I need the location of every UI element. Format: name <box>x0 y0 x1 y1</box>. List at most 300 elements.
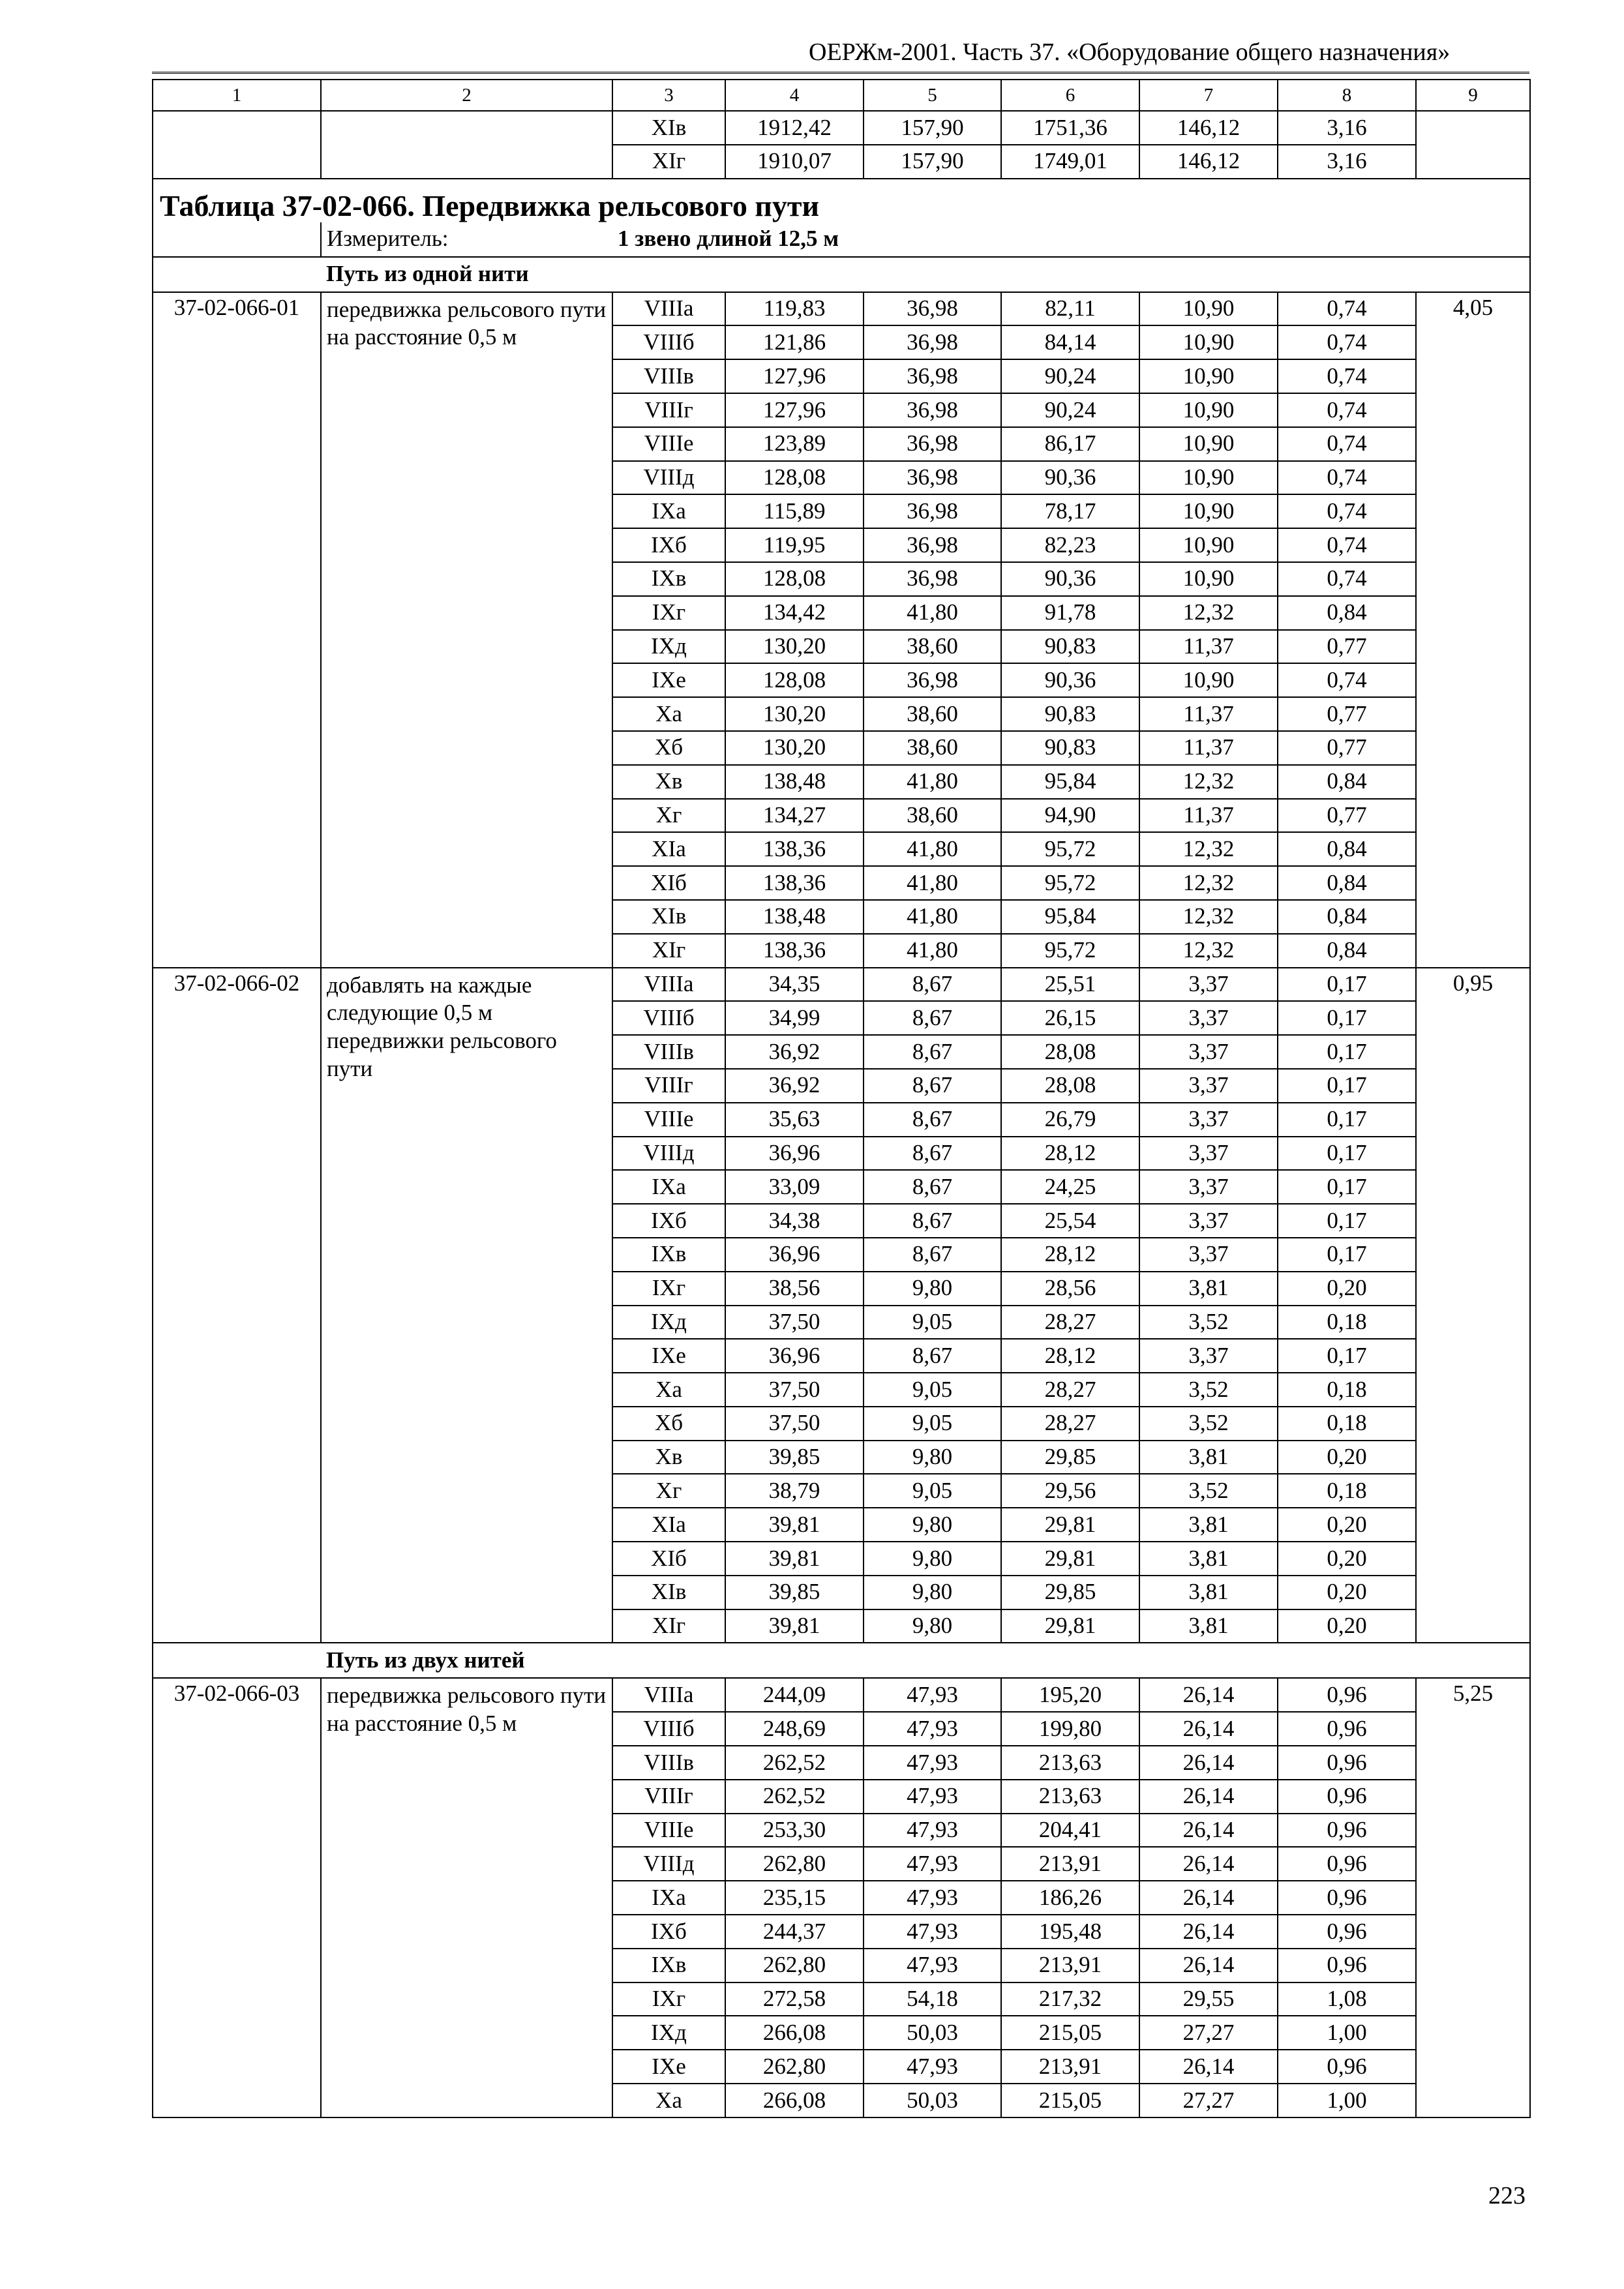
value-cell: 128,08 <box>725 461 864 495</box>
value-cell: 9,80 <box>864 1508 1001 1542</box>
value-cell: 0,17 <box>1278 1103 1416 1137</box>
value-cell: 26,14 <box>1139 2050 1278 2084</box>
value-cell: 248,69 <box>725 1712 864 1746</box>
value-cell: 0,74 <box>1278 292 1416 326</box>
value-cell: 25,54 <box>1001 1204 1139 1238</box>
value-cell: 28,12 <box>1001 1238 1139 1272</box>
column-number: 9 <box>1416 80 1530 111</box>
value-cell: 3,37 <box>1139 1339 1278 1373</box>
value-cell: 36,98 <box>864 663 1001 697</box>
value-cell: 36,98 <box>864 494 1001 528</box>
value-cell: 94,90 <box>1001 799 1139 833</box>
description-cell: передвижка рельсового пути на расстояние 0,5 м <box>321 1678 612 2117</box>
table-row <box>153 968 1530 1002</box>
value-cell: 90,36 <box>1001 663 1139 697</box>
value-cell: 28,27 <box>1001 1373 1139 1407</box>
zone-cell: Xв <box>612 765 725 799</box>
value-cell: 41,80 <box>864 765 1001 799</box>
zone-cell: IXв <box>612 1238 725 1272</box>
value-cell: 41,80 <box>864 866 1001 900</box>
value-cell: 0,84 <box>1278 866 1416 900</box>
value-cell: 12,32 <box>1139 832 1278 866</box>
value-cell: 29,56 <box>1001 1474 1139 1508</box>
table-row <box>153 111 1530 145</box>
zone-cell: XIг <box>612 934 725 968</box>
value-cell: 50,03 <box>864 2084 1001 2117</box>
value-cell: 213,91 <box>1001 1949 1139 1982</box>
value-cell: 50,03 <box>864 2016 1001 2050</box>
zone-cell: Xг <box>612 799 725 833</box>
zone-cell: IXе <box>612 663 725 697</box>
value-cell: 78,17 <box>1001 494 1139 528</box>
value-cell: 213,63 <box>1001 1746 1139 1780</box>
zone-cell: XIг <box>612 1609 725 1643</box>
value-cell: 235,15 <box>725 1881 864 1915</box>
value-cell: 24,25 <box>1001 1170 1139 1204</box>
value-cell: 90,36 <box>1001 562 1139 596</box>
value-cell: 119,95 <box>725 528 864 562</box>
value-cell: 90,83 <box>1001 731 1139 765</box>
zone-cell: VIIIд <box>612 461 725 495</box>
zone-cell: XIв <box>612 1576 725 1609</box>
table-row <box>153 292 1530 326</box>
value-cell: 138,36 <box>725 934 864 968</box>
value-cell: 266,08 <box>725 2016 864 2050</box>
value-cell: 1749,01 <box>1001 145 1139 179</box>
value-cell: 41,80 <box>864 900 1001 934</box>
zone-cell: VIIIб <box>612 1001 725 1035</box>
value-cell: 90,24 <box>1001 393 1139 427</box>
value-cell: 3,52 <box>1139 1306 1278 1339</box>
value-cell: 253,30 <box>725 1814 864 1848</box>
value-cell: 90,83 <box>1001 630 1139 664</box>
value-cell: 3,81 <box>1139 1441 1278 1474</box>
value-cell: 9,05 <box>864 1373 1001 1407</box>
value-cell: 213,91 <box>1001 2050 1139 2084</box>
value-cell: 47,93 <box>864 1847 1001 1881</box>
value-cell: 3,52 <box>1139 1407 1278 1441</box>
value-cell: 90,36 <box>1001 461 1139 495</box>
code-cell: 37-02-066-02 <box>153 968 321 1643</box>
value-cell: 215,05 <box>1001 2016 1139 2050</box>
rates-table-body <box>153 80 1530 2117</box>
value-cell: 3,37 <box>1139 1137 1278 1171</box>
value-cell: 39,81 <box>725 1609 864 1643</box>
value-cell: 38,60 <box>864 630 1001 664</box>
zone-cell: VIIIа <box>612 968 725 1002</box>
value-cell: 36,98 <box>864 461 1001 495</box>
value-cell: 28,08 <box>1001 1069 1139 1103</box>
code-cell: 37-02-066-01 <box>153 292 321 968</box>
value-cell: 134,42 <box>725 596 864 630</box>
value-cell: 134,27 <box>725 799 864 833</box>
value-cell: 8,67 <box>864 1204 1001 1238</box>
table-title-text: Таблица 37-02-066. Передвижка рельсового пути <box>160 189 819 222</box>
value-cell: 0,74 <box>1278 528 1416 562</box>
rates-table <box>152 79 1531 2118</box>
value-cell: 95,72 <box>1001 934 1139 968</box>
zone-cell: XIб <box>612 866 725 900</box>
value-cell: 38,60 <box>864 697 1001 731</box>
value-cell: 195,20 <box>1001 1678 1139 1712</box>
value-cell: 28,56 <box>1001 1272 1139 1306</box>
value-cell: 84,14 <box>1001 325 1139 359</box>
section-heading-row <box>153 1643 1530 1678</box>
value-cell: 37,50 <box>725 1306 864 1339</box>
zone-cell: IXв <box>612 562 725 596</box>
meter-value: 1 звено длиной 12,5 м <box>612 222 1530 257</box>
value-cell: 36,98 <box>864 325 1001 359</box>
zone-cell: IXд <box>612 2016 725 2050</box>
value-cell: 0,74 <box>1278 393 1416 427</box>
value-cell: 0,96 <box>1278 1746 1416 1780</box>
value-cell: 204,41 <box>1001 1814 1139 1848</box>
zone-cell: VIIIв <box>612 359 725 393</box>
value-cell: 157,90 <box>864 145 1001 179</box>
header-rule <box>152 72 1529 74</box>
value-cell: 37,50 <box>725 1373 864 1407</box>
value-cell: 41,80 <box>864 832 1001 866</box>
value-cell: 27,27 <box>1139 2084 1278 2117</box>
value-cell: 215,05 <box>1001 2084 1139 2117</box>
zone-cell: IXб <box>612 1204 725 1238</box>
value-cell: 47,93 <box>864 2050 1001 2084</box>
description-cell <box>321 111 612 179</box>
value-cell: 38,56 <box>725 1272 864 1306</box>
value-cell: 54,18 <box>864 1982 1001 2016</box>
value-cell: 130,20 <box>725 731 864 765</box>
value-cell: 199,80 <box>1001 1712 1139 1746</box>
value-cell: 262,80 <box>725 1949 864 1982</box>
zone-cell: IXв <box>612 1949 725 1982</box>
value-cell: 138,36 <box>725 866 864 900</box>
value-cell: 10,90 <box>1139 562 1278 596</box>
value-cell: 0,84 <box>1278 596 1416 630</box>
coefficient-cell: 5,25 <box>1416 1678 1530 2117</box>
value-cell: 262,80 <box>725 1847 864 1881</box>
value-cell: 3,52 <box>1139 1373 1278 1407</box>
value-cell: 10,90 <box>1139 325 1278 359</box>
coefficient-cell: 0,95 <box>1416 968 1530 1643</box>
value-cell: 128,08 <box>725 562 864 596</box>
value-cell: 10,90 <box>1139 359 1278 393</box>
value-cell: 91,78 <box>1001 596 1139 630</box>
value-cell: 47,93 <box>864 1712 1001 1746</box>
value-cell: 138,48 <box>725 900 864 934</box>
column-number: 7 <box>1139 80 1278 111</box>
value-cell: 0,96 <box>1278 1949 1416 1982</box>
zone-cell: Xб <box>612 731 725 765</box>
value-cell: 36,92 <box>725 1035 864 1069</box>
value-cell: 0,74 <box>1278 359 1416 393</box>
column-number: 1 <box>153 80 321 111</box>
value-cell: 3,37 <box>1139 1170 1278 1204</box>
value-cell: 0,17 <box>1278 968 1416 1002</box>
column-number: 4 <box>725 80 864 111</box>
value-cell: 146,12 <box>1139 111 1278 145</box>
description-cell: добавлять на каждые следующие 0,5 м передвижки рельсового пути <box>321 968 612 1643</box>
value-cell: 26,15 <box>1001 1001 1139 1035</box>
value-cell: 36,96 <box>725 1238 864 1272</box>
value-cell: 29,55 <box>1139 1982 1278 2016</box>
value-cell: 12,32 <box>1139 866 1278 900</box>
value-cell: 47,93 <box>864 1746 1001 1780</box>
value-cell: 0,74 <box>1278 494 1416 528</box>
value-cell: 8,67 <box>864 1339 1001 1373</box>
value-cell: 39,85 <box>725 1441 864 1474</box>
value-cell: 0,74 <box>1278 461 1416 495</box>
value-cell: 10,90 <box>1139 663 1278 697</box>
value-cell: 0,74 <box>1278 663 1416 697</box>
value-cell: 115,89 <box>725 494 864 528</box>
value-cell: 34,35 <box>725 968 864 1002</box>
value-cell: 47,93 <box>864 1949 1001 1982</box>
value-cell: 11,37 <box>1139 731 1278 765</box>
value-cell: 26,14 <box>1139 1881 1278 1915</box>
value-cell: 186,26 <box>1001 1881 1139 1915</box>
value-cell: 10,90 <box>1139 292 1278 326</box>
value-cell: 39,81 <box>725 1542 864 1576</box>
zone-cell: VIIIв <box>612 1035 725 1069</box>
value-cell: 86,17 <box>1001 427 1139 461</box>
value-cell: 9,80 <box>864 1609 1001 1643</box>
value-cell: 195,48 <box>1001 1915 1139 1949</box>
value-cell: 0,18 <box>1278 1407 1416 1441</box>
value-cell: 0,77 <box>1278 697 1416 731</box>
value-cell: 95,72 <box>1001 866 1139 900</box>
value-cell: 262,52 <box>725 1780 864 1814</box>
value-cell: 27,27 <box>1139 2016 1278 2050</box>
value-cell: 0,96 <box>1278 1712 1416 1746</box>
zone-cell: IXд <box>612 1306 725 1339</box>
value-cell: 3,37 <box>1139 1238 1278 1272</box>
zone-cell: XIв <box>612 111 725 145</box>
value-cell: 29,81 <box>1001 1609 1139 1643</box>
value-cell: 0,17 <box>1278 1035 1416 1069</box>
value-cell: 3,37 <box>1139 1103 1278 1137</box>
value-cell: 0,17 <box>1278 1339 1416 1373</box>
value-cell: 0,20 <box>1278 1576 1416 1609</box>
value-cell: 10,90 <box>1139 393 1278 427</box>
value-cell: 41,80 <box>864 596 1001 630</box>
value-cell: 39,85 <box>725 1576 864 1609</box>
value-cell: 36,98 <box>864 427 1001 461</box>
value-cell: 36,98 <box>864 562 1001 596</box>
value-cell: 41,80 <box>864 934 1001 968</box>
value-cell: 0,17 <box>1278 1069 1416 1103</box>
value-cell: 0,96 <box>1278 1814 1416 1848</box>
section-indent <box>153 257 321 292</box>
value-cell: 0,17 <box>1278 1170 1416 1204</box>
value-cell: 3,37 <box>1139 1204 1278 1238</box>
column-number-row <box>153 80 1530 111</box>
value-cell: 36,98 <box>864 528 1001 562</box>
value-cell: 3,16 <box>1278 111 1416 145</box>
value-cell: 0,20 <box>1278 1272 1416 1306</box>
value-cell: 36,96 <box>725 1137 864 1171</box>
value-cell: 9,80 <box>864 1441 1001 1474</box>
coefficient-cell <box>1416 111 1530 179</box>
page-number: 223 <box>1488 2182 1526 2209</box>
value-cell: 244,09 <box>725 1678 864 1712</box>
value-cell: 25,51 <box>1001 968 1139 1002</box>
zone-cell: IXб <box>612 1915 725 1949</box>
column-number: 5 <box>864 80 1001 111</box>
value-cell: 3,16 <box>1278 145 1416 179</box>
value-cell: 26,14 <box>1139 1712 1278 1746</box>
zone-cell: IXг <box>612 596 725 630</box>
value-cell: 12,32 <box>1139 900 1278 934</box>
value-cell: 3,81 <box>1139 1542 1278 1576</box>
column-number: 8 <box>1278 80 1416 111</box>
value-cell: 119,83 <box>725 292 864 326</box>
value-cell: 0,17 <box>1278 1137 1416 1171</box>
value-cell: 8,67 <box>864 1069 1001 1103</box>
value-cell: 1751,36 <box>1001 111 1139 145</box>
value-cell: 3,81 <box>1139 1508 1278 1542</box>
value-cell: 123,89 <box>725 427 864 461</box>
value-cell: 95,84 <box>1001 900 1139 934</box>
zone-cell: VIIIа <box>612 292 725 326</box>
value-cell: 29,85 <box>1001 1441 1139 1474</box>
value-cell: 0,20 <box>1278 1508 1416 1542</box>
value-cell: 3,37 <box>1139 1035 1278 1069</box>
value-cell: 34,99 <box>725 1001 864 1035</box>
value-cell: 0,18 <box>1278 1373 1416 1407</box>
value-cell: 9,80 <box>864 1272 1001 1306</box>
value-cell: 26,14 <box>1139 1746 1278 1780</box>
value-cell: 0,18 <box>1278 1474 1416 1508</box>
value-cell: 1912,42 <box>725 111 864 145</box>
value-cell: 0,84 <box>1278 832 1416 866</box>
value-cell: 11,37 <box>1139 799 1278 833</box>
zone-cell: IXг <box>612 1272 725 1306</box>
description-cell: передвижка рельсового пути на расстояние 0,5 м <box>321 292 612 968</box>
value-cell: 262,80 <box>725 2050 864 2084</box>
value-cell: 90,83 <box>1001 697 1139 731</box>
zone-cell: VIIIд <box>612 1137 725 1171</box>
value-cell: 28,27 <box>1001 1306 1139 1339</box>
value-cell: 8,67 <box>864 968 1001 1002</box>
zone-cell: Xг <box>612 1474 725 1508</box>
value-cell: 8,67 <box>864 1103 1001 1137</box>
zone-cell: VIIIе <box>612 427 725 461</box>
value-cell: 213,91 <box>1001 1847 1139 1881</box>
value-cell: 9,05 <box>864 1407 1001 1441</box>
zone-cell: VIIIб <box>612 325 725 359</box>
value-cell: 8,67 <box>864 1001 1001 1035</box>
zone-cell: VIIIг <box>612 1780 725 1814</box>
table-row <box>153 1678 1530 1712</box>
zone-cell: IXа <box>612 1881 725 1915</box>
section-indent <box>153 1643 321 1678</box>
meter-label: Измеритель: <box>321 222 612 257</box>
value-cell: 0,74 <box>1278 427 1416 461</box>
value-cell: 47,93 <box>864 1780 1001 1814</box>
value-cell: 138,48 <box>725 765 864 799</box>
value-cell: 9,05 <box>864 1474 1001 1508</box>
value-cell: 3,37 <box>1139 968 1278 1002</box>
value-cell: 26,14 <box>1139 1847 1278 1881</box>
code-cell <box>153 111 321 179</box>
value-cell: 26,14 <box>1139 1678 1278 1712</box>
value-cell: 9,80 <box>864 1542 1001 1576</box>
value-cell: 36,98 <box>864 393 1001 427</box>
value-cell: 1,08 <box>1278 1982 1416 2016</box>
value-cell: 3,37 <box>1139 1069 1278 1103</box>
zone-cell: XIг <box>612 145 725 179</box>
table-title <box>153 179 1530 222</box>
value-cell: 1,00 <box>1278 2016 1416 2050</box>
value-cell: 127,96 <box>725 359 864 393</box>
coefficient-cell: 4,05 <box>1416 292 1530 968</box>
value-cell: 121,86 <box>725 325 864 359</box>
value-cell: 36,98 <box>864 359 1001 393</box>
value-cell: 26,14 <box>1139 1949 1278 1982</box>
zone-cell: IXе <box>612 2050 725 2084</box>
zone-cell: XIб <box>612 1542 725 1576</box>
value-cell: 10,90 <box>1139 528 1278 562</box>
value-cell: 82,23 <box>1001 528 1139 562</box>
table-title-row <box>153 179 1530 222</box>
value-cell: 8,67 <box>864 1170 1001 1204</box>
value-cell: 38,79 <box>725 1474 864 1508</box>
value-cell: 0,96 <box>1278 1881 1416 1915</box>
value-cell: 8,67 <box>864 1035 1001 1069</box>
value-cell: 11,37 <box>1139 630 1278 664</box>
value-cell: 8,67 <box>864 1238 1001 1272</box>
value-cell: 157,90 <box>864 111 1001 145</box>
section-heading-row <box>153 257 1530 292</box>
value-cell: 0,84 <box>1278 934 1416 968</box>
value-cell: 12,32 <box>1139 596 1278 630</box>
value-cell: 90,24 <box>1001 359 1139 393</box>
value-cell: 34,38 <box>725 1204 864 1238</box>
value-cell: 82,11 <box>1001 292 1139 326</box>
meter-indent <box>153 222 321 257</box>
value-cell: 0,20 <box>1278 1441 1416 1474</box>
value-cell: 0,17 <box>1278 1001 1416 1035</box>
value-cell: 146,12 <box>1139 145 1278 179</box>
value-cell: 0,74 <box>1278 562 1416 596</box>
column-number: 2 <box>321 80 612 111</box>
value-cell: 35,63 <box>725 1103 864 1137</box>
value-cell: 130,20 <box>725 630 864 664</box>
value-cell: 0,74 <box>1278 325 1416 359</box>
value-cell: 36,92 <box>725 1069 864 1103</box>
value-cell: 28,27 <box>1001 1407 1139 1441</box>
zone-cell: IXб <box>612 528 725 562</box>
value-cell: 38,60 <box>864 731 1001 765</box>
value-cell: 244,37 <box>725 1915 864 1949</box>
value-cell: 0,84 <box>1278 900 1416 934</box>
value-cell: 0,96 <box>1278 1915 1416 1949</box>
running-header: ОЕРЖм-2001. Часть 37. «Оборудование общего назначения» <box>809 38 1451 66</box>
value-cell: 29,81 <box>1001 1542 1139 1576</box>
zone-cell: VIIIе <box>612 1814 725 1848</box>
value-cell: 47,93 <box>864 1678 1001 1712</box>
value-cell: 3,37 <box>1139 1001 1278 1035</box>
value-cell: 262,52 <box>725 1746 864 1780</box>
value-cell: 26,14 <box>1139 1814 1278 1848</box>
zone-cell: IXе <box>612 1339 725 1373</box>
zone-cell: VIIIг <box>612 1069 725 1103</box>
value-cell: 28,12 <box>1001 1137 1139 1171</box>
value-cell: 213,63 <box>1001 1780 1139 1814</box>
value-cell: 10,90 <box>1139 461 1278 495</box>
zone-cell: Xб <box>612 1407 725 1441</box>
value-cell: 9,80 <box>864 1576 1001 1609</box>
